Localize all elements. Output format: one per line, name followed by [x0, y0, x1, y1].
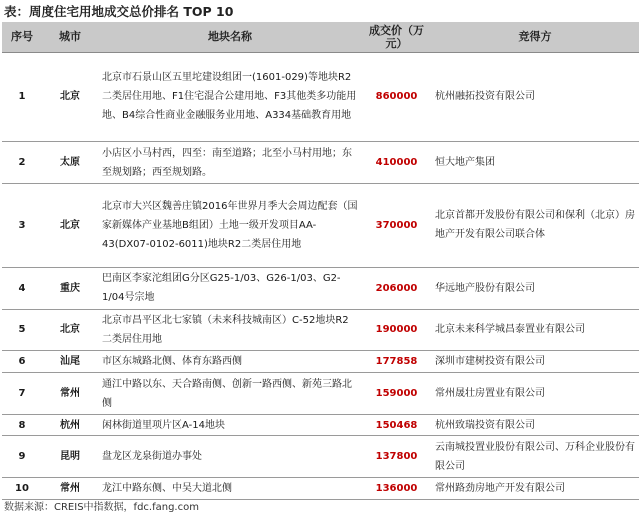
- rank-cell: 10: [2, 477, 42, 499]
- price-cell: 150468: [362, 415, 431, 436]
- city-cell: 杭州: [42, 415, 98, 436]
- table-row: [2, 415, 639, 436]
- header-name: 地块名称: [98, 22, 362, 52]
- land-name-cell: 北京市昌平区北七家镇（未来科技城南区）C-52地块R2二类居住用地: [98, 309, 362, 350]
- header-city: 城市: [42, 22, 98, 52]
- price-cell: 137800: [362, 436, 431, 477]
- buyer-cell: 深圳市建树投资有限公司: [431, 350, 639, 372]
- land-name-cell: 北京市石景山区五里坨建设组团一(1601-029)等地块R2二类居住用地、F1住宅混合公建用地、F3其他类多功能用地、B4综合性商业金融服务业用地、A334基础教育用地: [98, 52, 362, 142]
- price-cell: 370000: [362, 183, 431, 268]
- table-row: [2, 142, 639, 183]
- table-row: [2, 373, 639, 415]
- table-row: [2, 477, 639, 499]
- buyer-cell: 常州晟壮房置业有限公司: [431, 373, 639, 415]
- city-cell: 北京: [42, 52, 98, 142]
- buyer-cell: 常州路劲房地产开发有限公司: [431, 477, 639, 499]
- land-name-cell: 闲林街道里项片区A-14地块: [98, 415, 362, 436]
- city-cell: 汕尾: [42, 350, 98, 372]
- table-row: [2, 183, 639, 268]
- land-name-cell: 巴南区李家沱组团G分区G25-1/03、G26-1/03、G2-1/04号宗地: [98, 268, 362, 309]
- buyer-cell: 北京未来科学城昌泰置业有限公司: [431, 309, 639, 350]
- rank-cell: 3: [2, 183, 42, 268]
- header-price: 成交价（万元）: [362, 22, 431, 52]
- table-title: 表：周度住宅用地成交总价排名 TOP 10: [4, 4, 234, 19]
- rank-cell: 9: [2, 436, 42, 477]
- price-cell: 190000: [362, 309, 431, 350]
- price-cell: 177858: [362, 350, 431, 372]
- header-row: [2, 22, 639, 52]
- price-cell: 159000: [362, 373, 431, 415]
- buyer-cell: 恒大地产集团: [431, 142, 639, 183]
- header-buyer: 竞得方: [431, 22, 639, 52]
- city-cell: 北京: [42, 309, 98, 350]
- city-cell: 重庆: [42, 268, 98, 309]
- price-cell: 136000: [362, 477, 431, 499]
- table-row: [2, 309, 639, 350]
- city-cell: 常州: [42, 477, 98, 499]
- price-cell: 410000: [362, 142, 431, 183]
- land-name-cell: 市区东城路北侧、体育东路西侧: [98, 350, 362, 372]
- city-cell: 昆明: [42, 436, 98, 477]
- buyer-cell: 北京首都开发股份有限公司和保利（北京）房地产开发有限公司联合体: [431, 183, 639, 268]
- data-source: 数据来源：CREIS中指数据，fdc.fang.com: [4, 502, 199, 513]
- city-cell: 常州: [42, 373, 98, 415]
- table-row: [2, 436, 639, 477]
- land-name-cell: 北京市大兴区魏善庄镇2016年世界月季大会周边配套（国家新媒体产业基地B组团）土地一级开发项目AA-43(DX07-0102-6011)地块R2二类居住用地: [98, 183, 362, 268]
- price-cell: 860000: [362, 52, 431, 142]
- table-row: [2, 350, 639, 372]
- buyer-cell: 云南城投置业股份有限公司、万科企业股份有限公司: [431, 436, 639, 477]
- ranking-table: [2, 22, 639, 500]
- buyer-cell: 华远地产股份有限公司: [431, 268, 639, 309]
- rank-cell: 1: [2, 52, 42, 142]
- city-cell: 太原: [42, 142, 98, 183]
- table-row: [2, 268, 639, 309]
- rank-cell: 4: [2, 268, 42, 309]
- land-name-cell: 小店区小马村西，四至：南至道路；北至小马村用地；东至规划路；西至规划路。: [98, 142, 362, 183]
- buyer-cell: 杭州融拓投资有限公司: [431, 52, 639, 142]
- city-cell: 北京: [42, 183, 98, 268]
- rank-cell: 5: [2, 309, 42, 350]
- rank-cell: 7: [2, 373, 42, 415]
- header-rank: 序号: [2, 22, 42, 52]
- rank-cell: 2: [2, 142, 42, 183]
- land-name-cell: 通江中路以东、天合路南侧、创新一路西侧、新苑三路北侧: [98, 373, 362, 415]
- land-name-cell: 龙江中路东侧、中吴大道北侧: [98, 477, 362, 499]
- buyer-cell: 杭州致瑞投资有限公司: [431, 415, 639, 436]
- table-row: [2, 52, 639, 142]
- land-name-cell: 盘龙区龙泉街道办事处: [98, 436, 362, 477]
- price-cell: 206000: [362, 268, 431, 309]
- rank-cell: 8: [2, 415, 42, 436]
- rank-cell: 6: [2, 350, 42, 372]
